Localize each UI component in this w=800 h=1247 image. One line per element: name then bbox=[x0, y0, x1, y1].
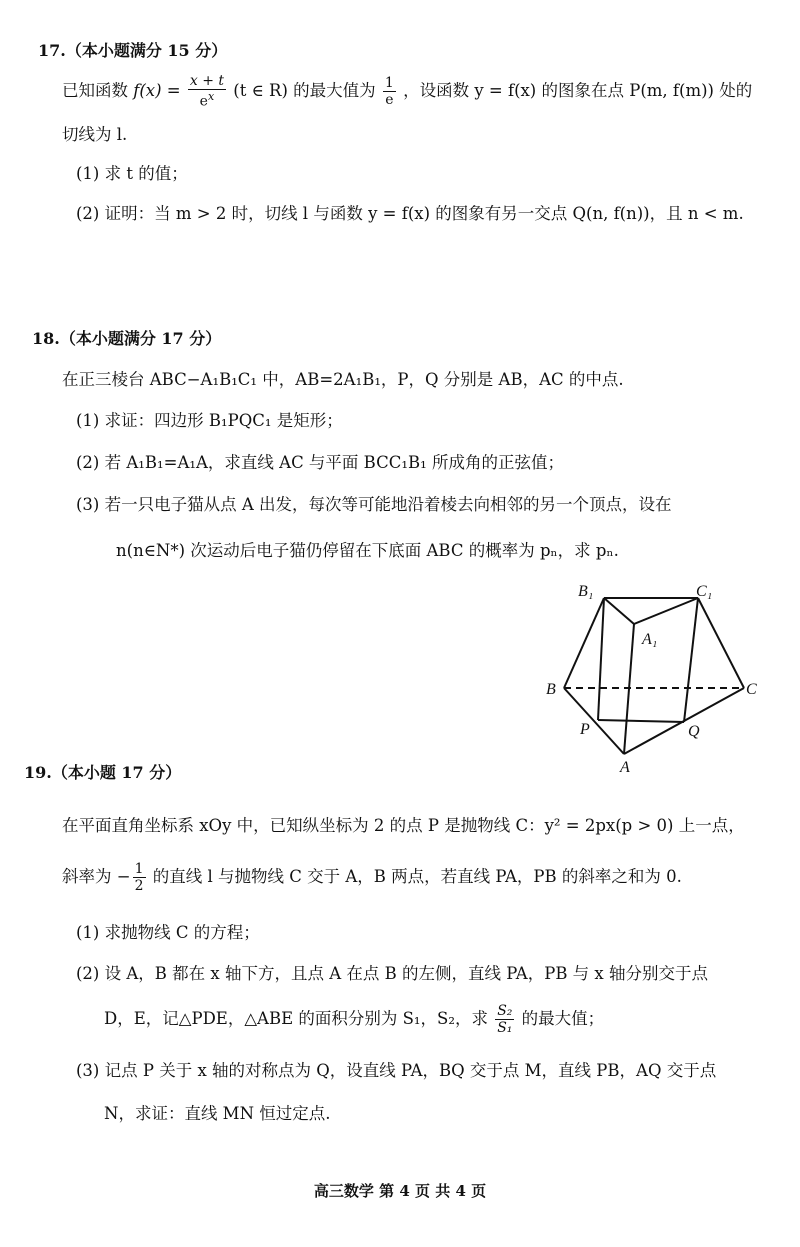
q19-line1: 在平面直角坐标系 xOy 中，已知纵坐标为 2 的点 P 是抛物线 C：y² = 2px(p > 0) 上一点， bbox=[62, 816, 745, 835]
q19-part1: (1) 求抛物线 C 的方程； bbox=[76, 923, 260, 942]
q19-text-b: 的直线 l 与抛物线 C 交于 A，B 两点，若直线 PA，PB 的斜率之和为 0. bbox=[152, 867, 682, 886]
label-a1: A₁ bbox=[642, 631, 658, 648]
q19-p2-text-b: 的最大值； bbox=[521, 1009, 605, 1028]
page-footer: 高三数学 第 4 页 共 4 页 bbox=[313, 1182, 487, 1200]
q19-header: 19.（本小题 17 分） bbox=[24, 763, 182, 782]
q19-slope-den: 2 bbox=[134, 878, 144, 894]
q17-max-den: e bbox=[385, 91, 394, 108]
q17-line2: 切线为 l. bbox=[62, 125, 128, 144]
q17-text-c: ，设函数 y = f(x) 的图象在点 P(m, f(m)) 处的 bbox=[403, 80, 753, 100]
q19-slope-fraction bbox=[133, 862, 146, 893]
edge-b1a1 bbox=[604, 598, 634, 624]
label-c: C bbox=[746, 681, 757, 698]
q18-line1: 在正三棱台 ABC−A₁B₁C₁ 中，AB=2A₁B₁，P，Q 分别是 AB，AC 的中点. bbox=[62, 370, 624, 389]
q17-fraction bbox=[188, 74, 226, 109]
q17-frac-den-sup: x bbox=[207, 90, 215, 103]
q17-condition: (t ∈ R) bbox=[233, 80, 288, 100]
q19-slope-num: 1 bbox=[134, 861, 144, 877]
edge-pq bbox=[598, 720, 684, 722]
q17-frac-den: e bbox=[199, 93, 208, 110]
q18-part1: (1) 求证：四边形 B₁PQC₁ 是矩形； bbox=[76, 411, 343, 430]
q19-line2 bbox=[62, 862, 682, 893]
frustum-figure bbox=[530, 578, 780, 774]
q19-ratio-fraction bbox=[495, 1004, 514, 1035]
edge-b1p bbox=[598, 598, 604, 720]
q19-text-a: 斜率为 bbox=[62, 867, 112, 886]
q17-function: f(x) = bbox=[133, 80, 181, 100]
q17-part1: (1) 求 t 的值； bbox=[76, 164, 188, 183]
q17-text: 已知函数 bbox=[62, 80, 128, 100]
q18-header: 18.（本小题满分 17 分） bbox=[32, 329, 222, 348]
label-p: P bbox=[580, 721, 590, 738]
label-a: A bbox=[620, 759, 630, 774]
q19-ratio-den: S₁ bbox=[497, 1020, 513, 1036]
edge-c1q bbox=[684, 598, 698, 722]
edge-a1c1 bbox=[634, 598, 698, 624]
q17-text-b: 的最大值为 bbox=[293, 80, 376, 100]
q19-part3: (3) 记点 P 关于 x 轴的对称点为 Q，设直线 PA，BQ 交于点 M，直线 PB，AQ 交于点 bbox=[76, 1061, 717, 1080]
q19-part2-cont bbox=[104, 1004, 604, 1035]
edge-c1c bbox=[698, 598, 744, 688]
q19-p2-text: D，E，记△PDE，△ABE 的面积分别为 S₁，S₂，求 bbox=[104, 1009, 488, 1028]
q18-part3-cont: n(n∈N*) 次运动后电子猫仍停留在下底面 ABC 的概率为 pₙ，求 pₙ. bbox=[116, 541, 619, 560]
q18-part2: (2) 若 A₁B₁=A₁A，求直线 AC 与平面 BCC₁B₁ 所成角的正弦值； bbox=[76, 453, 564, 472]
q17-max-num: 1 bbox=[384, 74, 394, 91]
edge-b1b bbox=[564, 598, 604, 688]
q19-part3-cont: N，求证：直线 MN 恒过定点. bbox=[104, 1104, 331, 1123]
q17-header: 17.（本小题满分 15 分） bbox=[38, 41, 228, 60]
label-b: B bbox=[546, 681, 556, 698]
label-q: Q bbox=[688, 723, 700, 740]
q17-line1 bbox=[62, 74, 752, 109]
q19-neg: − bbox=[116, 867, 131, 886]
label-c1: C₁ bbox=[696, 583, 713, 600]
q17-part2: (2) 证明：当 m > 2 时，切线 l 与函数 y = f(x) 的图象有另一交点 Q(n, f(n))，且 n < m. bbox=[76, 204, 744, 223]
q18-part3: (3) 若一只电子猫从点 A 出发，每次等可能地沿着棱去向相邻的另一个顶点，设在 bbox=[76, 495, 672, 514]
label-b1: B₁ bbox=[578, 583, 594, 600]
q19-part2: (2) 设 A，B 都在 x 轴下方，且点 A 在点 B 的左侧，直线 PA，PB 与 x 轴分别交于点 bbox=[76, 964, 708, 983]
q17-frac-num: x + t bbox=[189, 73, 225, 89]
q19-ratio-num: S₂ bbox=[497, 1003, 513, 1019]
q17-max-fraction bbox=[383, 76, 396, 107]
